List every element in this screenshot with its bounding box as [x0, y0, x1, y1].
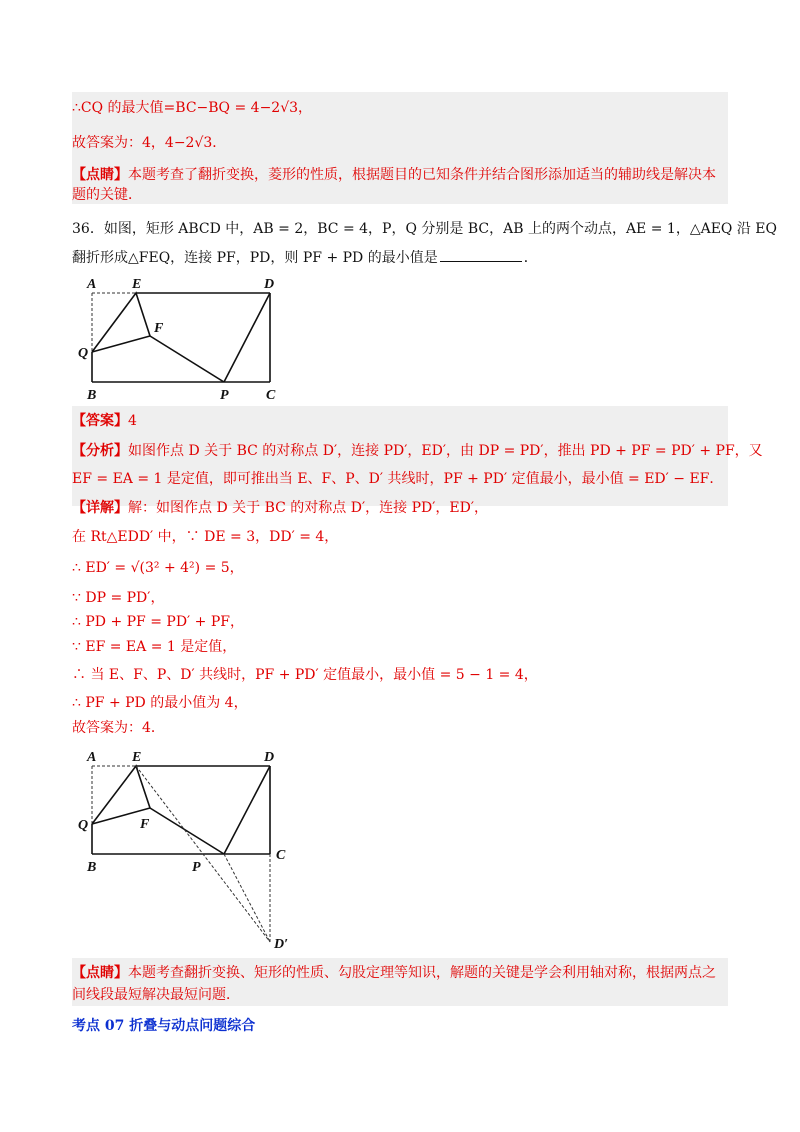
analysis-text1: 如图作点 D 关于 BC 的对称点 D′，连接 PD′，ED′，由 DP = PD′，推出 PD + PF = PD′ + PF，又 — [128, 443, 763, 459]
figure-2-svg — [78, 744, 294, 954]
figure-1-svg — [78, 270, 288, 405]
figure-1 — [78, 270, 288, 405]
segment-pd — [224, 293, 270, 382]
detail-line5: ∴ PD + PF = PD′ + PF， — [72, 614, 244, 630]
q36-line2 — [72, 247, 538, 268]
prev-cq-max: ∴CQ 的最大值=BC−BQ = 4−2√3， — [72, 100, 313, 116]
q36-line1: 36．如图，矩形 ABCD 中，AB = 2，BC = 4，P，Q 分别是 BC，AB 上的两个动点，AE = 1，△AEQ 沿 EQ — [72, 221, 777, 237]
prev-comment-line2: 题的关键． — [72, 187, 142, 203]
label-e: E — [132, 750, 142, 765]
label-e: E — [132, 277, 142, 292]
comment-line2: 间线段最短解决最短问题． — [72, 987, 240, 1003]
detail-line7: ∴ 当 E、F、P、D′ 共线时，PF + PD′ 定值最小，最小值 = 5 − 1 = 4， — [72, 667, 538, 683]
comment-tag: 【点睛】 — [72, 965, 128, 981]
segment-fp — [150, 336, 224, 382]
label-q: Q — [78, 346, 89, 361]
q36-line2-text: 翻折形成△FEQ，连接 PF，PD，则 PF + PD 的最小值是 — [72, 250, 438, 266]
label-f: F — [140, 817, 150, 832]
section-heading: 考点 07 折叠与动点问题综合 — [72, 1018, 256, 1034]
label-b: B — [87, 860, 97, 875]
analysis-line2: EF = EA = 1 是定值，即可推出当 E、F、P、D′ 共线时，PF + PD′ 定值最小，最小值 = ED′ − EF． — [72, 471, 724, 487]
detail-text1: 解：如图作点 D 关于 BC 的对称点 D′，连接 PD′，ED′， — [128, 500, 489, 516]
segment-pd-prime-dashed — [224, 854, 270, 942]
label-a: A — [87, 277, 97, 292]
segment-pd — [224, 766, 270, 854]
segment-fp — [150, 808, 224, 854]
detail-line1 — [72, 498, 488, 518]
prev-answer: 故答案为：4，4−2√3． — [72, 135, 227, 151]
triangle-feq — [92, 293, 150, 352]
comment-line1 — [72, 963, 716, 983]
detail-line3: ∴ ED′ = √(3² + 4²) = 5， — [72, 560, 244, 576]
prev-comment-text1: 本题考查了翻折变换，菱形的性质，根据题目的已知条件并结合图形添加适当的辅助线是解决本 — [128, 167, 716, 183]
label-c: C — [276, 848, 286, 863]
comment-text1: 本题考查翻折变换、矩形的性质、勾股定理等知识，解题的关键是学会利用轴对称，根据两点之 — [128, 965, 716, 981]
label-d-prime: D′ — [274, 937, 289, 952]
label-q: Q — [78, 818, 89, 833]
label-c: C — [266, 388, 276, 403]
detail-line9: 故答案为：4． — [72, 720, 165, 736]
figure-2 — [78, 744, 294, 954]
detail-line8: ∴ PF + PD 的最小值为 4， — [72, 695, 248, 711]
answer-value: 4 — [128, 413, 137, 429]
answer-blank — [440, 247, 522, 262]
label-d: D — [264, 277, 275, 292]
label-p: P — [192, 860, 201, 875]
prev-comment-line1 — [72, 165, 716, 185]
detail-tag: 【详解】 — [72, 500, 128, 516]
answer-line — [72, 411, 137, 431]
prev-comment-tag: 【点睛】 — [72, 167, 128, 183]
triangle-feq — [92, 766, 150, 824]
detail-line2: 在 Rt△EDD′ 中，∵ DE = 3，DD′ = 4， — [72, 529, 339, 545]
answer-tag: 【答案】 — [72, 413, 128, 429]
analysis-tag: 【分析】 — [72, 443, 128, 459]
label-f: F — [154, 321, 164, 336]
label-p: P — [220, 388, 229, 403]
analysis-line1 — [72, 441, 763, 461]
detail-line4: ∵ DP = PD′， — [72, 590, 165, 606]
label-a: A — [87, 750, 97, 765]
q36-line2-end: ． — [523, 250, 538, 266]
label-b: B — [87, 388, 97, 403]
detail-line6: ∵ EF = EA = 1 是定值， — [72, 639, 237, 655]
label-d: D — [264, 750, 275, 765]
